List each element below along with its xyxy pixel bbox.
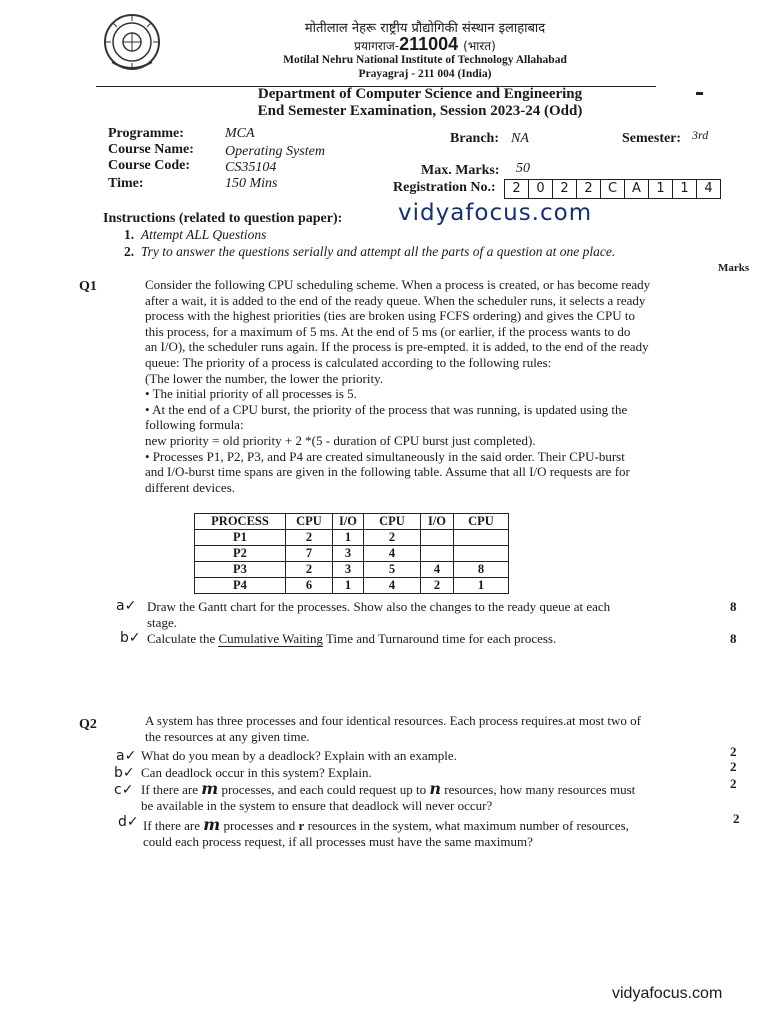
part-a-handwritten-mark: a✓ [116,598,137,614]
reg-digit: 1 [673,180,697,198]
handwritten-watermark: vidyafocus.com [398,200,593,226]
text-line: • The initial priority of all processes is 5. [145,386,357,402]
text-run: processes and [220,818,299,833]
course-code-label: Course Code: [108,158,191,173]
table-row [195,530,509,546]
reg-digit: 2 [553,180,577,198]
programme-value: MCA [225,126,255,141]
branch-value: NA [511,131,529,146]
ink-mark [696,92,703,95]
text-line: the resources at any given time. [145,729,310,744]
table-cell: 3 [333,562,364,578]
table-cell: 7 [286,546,333,562]
reg-digit: 4 [704,181,713,196]
table-cell [454,546,509,562]
part-marks: 2 [733,811,740,826]
instructions-heading: Instructions (related to question paper): [103,211,343,226]
instruction-2 [124,244,615,260]
table-cell [454,530,509,546]
text-run: resources, how many resources must [441,782,636,797]
table-cell: 4 [421,562,454,578]
q1-part-b [147,631,556,647]
table-cell: P2 [195,546,286,562]
part-letter: c [114,782,122,798]
semester-label: Semester: [622,131,682,146]
table-cell: 5 [364,562,421,578]
table-cell: P1 [195,530,286,546]
part-text: Draw the Gantt chart for the processes. Show also the changes to the ready queue at each [147,599,611,614]
table-cell: 4 [364,546,421,562]
part-c-handwritten-mark: c✓ [114,782,134,798]
column-header: CPU [286,514,333,530]
text-run: resources in the system, what maximum number of resources, [304,818,629,833]
part-letter: a [116,748,125,764]
text-line: Consider the following CPU scheduling scheme. When a process is created, or has become ready [145,277,651,292]
part-b-handwritten-mark: b✓ [120,630,141,646]
table-cell: 3 [333,546,364,562]
semester-value: 3rd [692,128,709,142]
city-hindi: प्रयागराज- [354,39,400,53]
institute-name: Motilal Nehru National Institute of Technology Allahabad [283,54,567,66]
part-text-continued: could each process request, if all processes must have the same maximum? [143,834,533,849]
part-marks: 2 [730,776,737,791]
institute-logo [100,12,164,76]
text-line: this process, for a maximum of 5 ms. At the end of 5 ms (or earlier, if the process wants to do [145,323,631,339]
time-label: Time: [108,176,144,191]
exam-title: End Semester Examination, Session 2023-24 (Odd) [257,103,583,119]
question-text [145,277,705,495]
part-a-handwritten-mark: a✓ [116,748,137,764]
registration-number-boxes [504,179,721,199]
q2-part-b: Can deadlock occur in this system? Explain. [141,765,372,780]
part-letter: d [118,814,127,830]
table-cell: 1 [333,578,364,594]
part-letter: b [114,765,123,781]
text-run: If there are [143,818,204,833]
max-marks-value: 50 [516,161,530,176]
column-header: CPU [364,514,421,530]
programme-label: Programme: [108,126,184,141]
course-name-label: Course Name: [108,142,194,157]
max-marks-label: Max. Marks: [421,163,500,178]
marks-column-heading: Marks [718,262,750,274]
text-line: following formula: [145,417,244,433]
part-marks: 8 [730,631,737,646]
underlined-term: Cumulative Waiting [218,631,323,646]
instruction-number: 1. [124,227,135,242]
q2-part-a: What do you mean by a deadlock? Explain with an example. [141,748,457,763]
reg-digit: 0 [529,180,553,198]
table-cell [421,530,454,546]
text-line: A system has three processes and four identical resources. Each process requires.at most two of [145,713,642,728]
table-cell: 8 [454,562,509,578]
institute-city: Prayagraj - 211 004 (India) [358,68,492,80]
part-letter: b [120,630,129,646]
reg-digit: C [601,180,625,198]
table-cell: 6 [286,578,333,594]
table-cell: 2 [364,530,421,546]
reg-digit: 1 [649,180,673,198]
course-name-value: Operating System [225,144,325,159]
text-run: If there are [141,782,202,797]
text-line: different devices. [145,479,235,495]
instruction-1 [124,227,266,243]
reg-digit: 2 [505,180,529,198]
table-cell: P3 [195,562,286,578]
table-row [195,562,509,578]
text-line: after a wait, it is added to the end of the ready queue. When the scheduler runs, it selects a ready [145,292,646,308]
text-line: queue: The priority of a process is calculated according to the following rules: [145,354,552,370]
variable-m: m [203,815,221,834]
text-line: an I/O), the scheduler runs again. If the process is pre-empted. it is added, to the end of the ready [145,339,649,355]
process-burst-table [194,513,509,594]
q2-text [145,713,641,745]
part-text [141,779,635,798]
column-header: I/O [333,514,364,530]
variable-n: n [429,779,442,798]
table-cell: 1 [454,578,509,594]
table-cell: 2 [286,562,333,578]
q1-part-a [147,599,610,631]
table-row [195,546,509,562]
footer-site-name: vidyafocus.com [612,985,723,1002]
part-marks: 2 [730,744,737,759]
institute-name-hindi: मोतीलाल नेहरू राष्ट्रीय प्रौद्योगिकी संस्थान इलाहाबाद [304,21,546,36]
course-code-value: CS35104 [225,160,277,175]
instruction-number: 2. [124,244,135,259]
part-d-handwritten-mark: d✓ [118,814,139,830]
column-header: I/O [421,514,454,530]
text-line: • Processes P1, P2, P3, and P4 are created simultaneously in the said order. Their CPU-burst [145,448,625,464]
part-marks: 2 [730,759,737,774]
text-run: processes, and each could request up to [218,782,430,797]
part-text: Calculate the [147,631,219,646]
table-header-row [195,514,509,530]
text-line: new priority = old priority + 2 *(5 - duration of CPU burst just completed). [145,432,536,448]
part-text-continued: stage. [147,615,177,630]
instruction-text: Try to answer the questions serially and attempt all the parts of a question at one place. [140,244,616,259]
pin-code: 211004 [399,34,459,54]
part-marks: 8 [730,599,737,614]
part-text: Time and Turnaround time for each process. [322,631,557,646]
variable-r: r [298,818,305,833]
text-line: and I/O-burst time spans are given in the following table. Assume that all I/O requests are for [145,464,630,480]
country-hindi: (भारत) [463,39,496,53]
reg-digit: A [625,180,649,198]
table-row [195,578,509,594]
instruction-text: Attempt ALL Questions [140,227,267,242]
table-cell [421,546,454,562]
part-letter: a [116,598,125,614]
q2-part-d [143,815,629,850]
table-cell: 4 [364,578,421,594]
part-text-continued: be available in the system to ensure that deadlock will never occur? [141,798,493,813]
table-cell: P4 [195,578,286,594]
table-cell: 2 [286,530,333,546]
reg-digit: 2 [577,180,601,198]
column-header: CPU [454,514,509,530]
text-line: (The lower the number, the lower the priority. [145,370,383,386]
branch-label: Branch: [450,131,499,146]
text-line: process with the highest priorities (ties are broken using FCFS ordering) and gives the CPU to [145,308,635,324]
text-line: • At the end of a CPU burst, the priority of the process that was running, is updated using the [145,401,628,417]
question-number: Q1 [79,279,97,294]
table-cell: 1 [333,530,364,546]
column-header: PROCESS [195,514,286,530]
registration-label: Registration No.: [393,180,496,195]
department-name: Department of Computer Science and Engineering [257,86,583,102]
institute-pin-line [230,34,620,55]
part-b-handwritten-mark: b✓ [114,765,135,781]
part-text [143,815,629,834]
time-value: 150 Mins [225,176,278,191]
variable-m: m [201,779,219,798]
question-number: Q2 [79,717,97,732]
q2-part-c [141,779,635,814]
table-cell: 2 [421,578,454,594]
